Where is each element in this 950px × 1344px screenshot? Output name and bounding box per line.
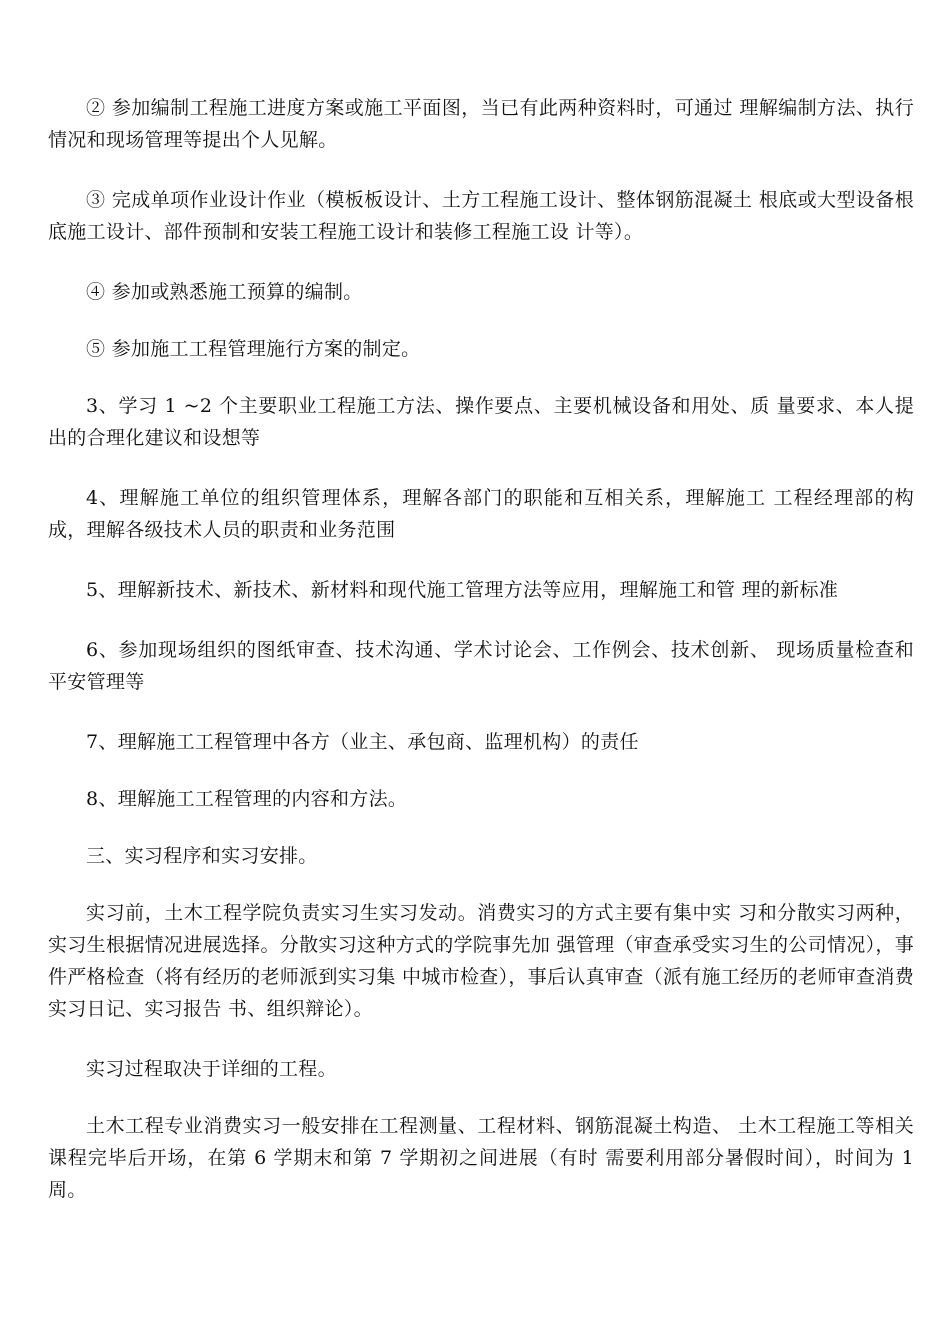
paragraph-process: 实习过程取决于详细的工程。	[86, 1058, 337, 1080]
paragraph-item-5: ⑤ 参加施工工程管理施行方案的制定。	[86, 338, 421, 360]
paragraph-point-3: 3、学习 1 ~2 个主要职业工程施工方法、操作要点、主要机械设备和用处、质 量要求、本人提出的合理化建议和设想等	[48, 395, 914, 449]
paragraph-item-2: ② 参加编制工程施工进度方案或施工平面图，当已有此两种资料时，可通过 理解编制方法、执行情况和现场管理等提出个人见解。	[48, 97, 914, 151]
paragraph-item-3: ③ 完成单项作业设计作业（模板板设计、土方工程施工设计、整体钢筋混凝土 根底或大型设备根底施工设计、部件预制和安装工程施工设计和装修工程施工设 计等）。	[48, 189, 914, 243]
paragraph-before-internship: 实习前，土木工程学院负责实习生实习发动。消费实习的方式主要有集中实 习和分散实习两种，实习生根据情况进展选择。分散实习这种方式的学院事先加 强管理（审查承受实习生的公司情况），事件严格检查（将有经历的老师派到实习集 中城市检查），事后认真审查（派有施工经历的老师审查消费实习日记、实习报告 书、组织辩论）。	[48, 902, 914, 1020]
paragraph-point-8: 8、理解施工工程管理的内容和方法。	[86, 788, 408, 810]
paragraph-point-4: 4、理解施工单位的组织管理体系，理解各部门的职能和互相关系，理解施工 工程经理部的构成，理解各级技术人员的职责和业务范围	[48, 487, 914, 541]
paragraph-point-6: 6、参加现场组织的图纸审查、技术沟通、学术讨论会、工作例会、技术创新、 现场质量检查和平安管理等	[48, 639, 914, 693]
section-heading-3: 三、实习程序和实习安排。	[86, 845, 318, 867]
paragraph-item-4: ④ 参加或熟悉施工预算的编制。	[86, 281, 363, 303]
document-page	[48, 92, 914, 1234]
paragraph-point-5: 5、理解新技术、新技术、新材料和现代施工管理方法等应用，理解施工和管 理的新标准	[86, 579, 839, 601]
paragraph-point-7: 7、理解施工工程管理中各方（业主、承包商、监理机构）的责任	[86, 731, 639, 753]
paragraph-schedule: 土木工程专业消费实习一般安排在工程测量、工程材料、钢筋混凝土构造、 土木工程施工等相关课程完毕后开场，在第 6 学期末和第 7 学期初之间进展（有时 需要利用部分暑假时间），时间为 1 周。	[48, 1115, 914, 1201]
